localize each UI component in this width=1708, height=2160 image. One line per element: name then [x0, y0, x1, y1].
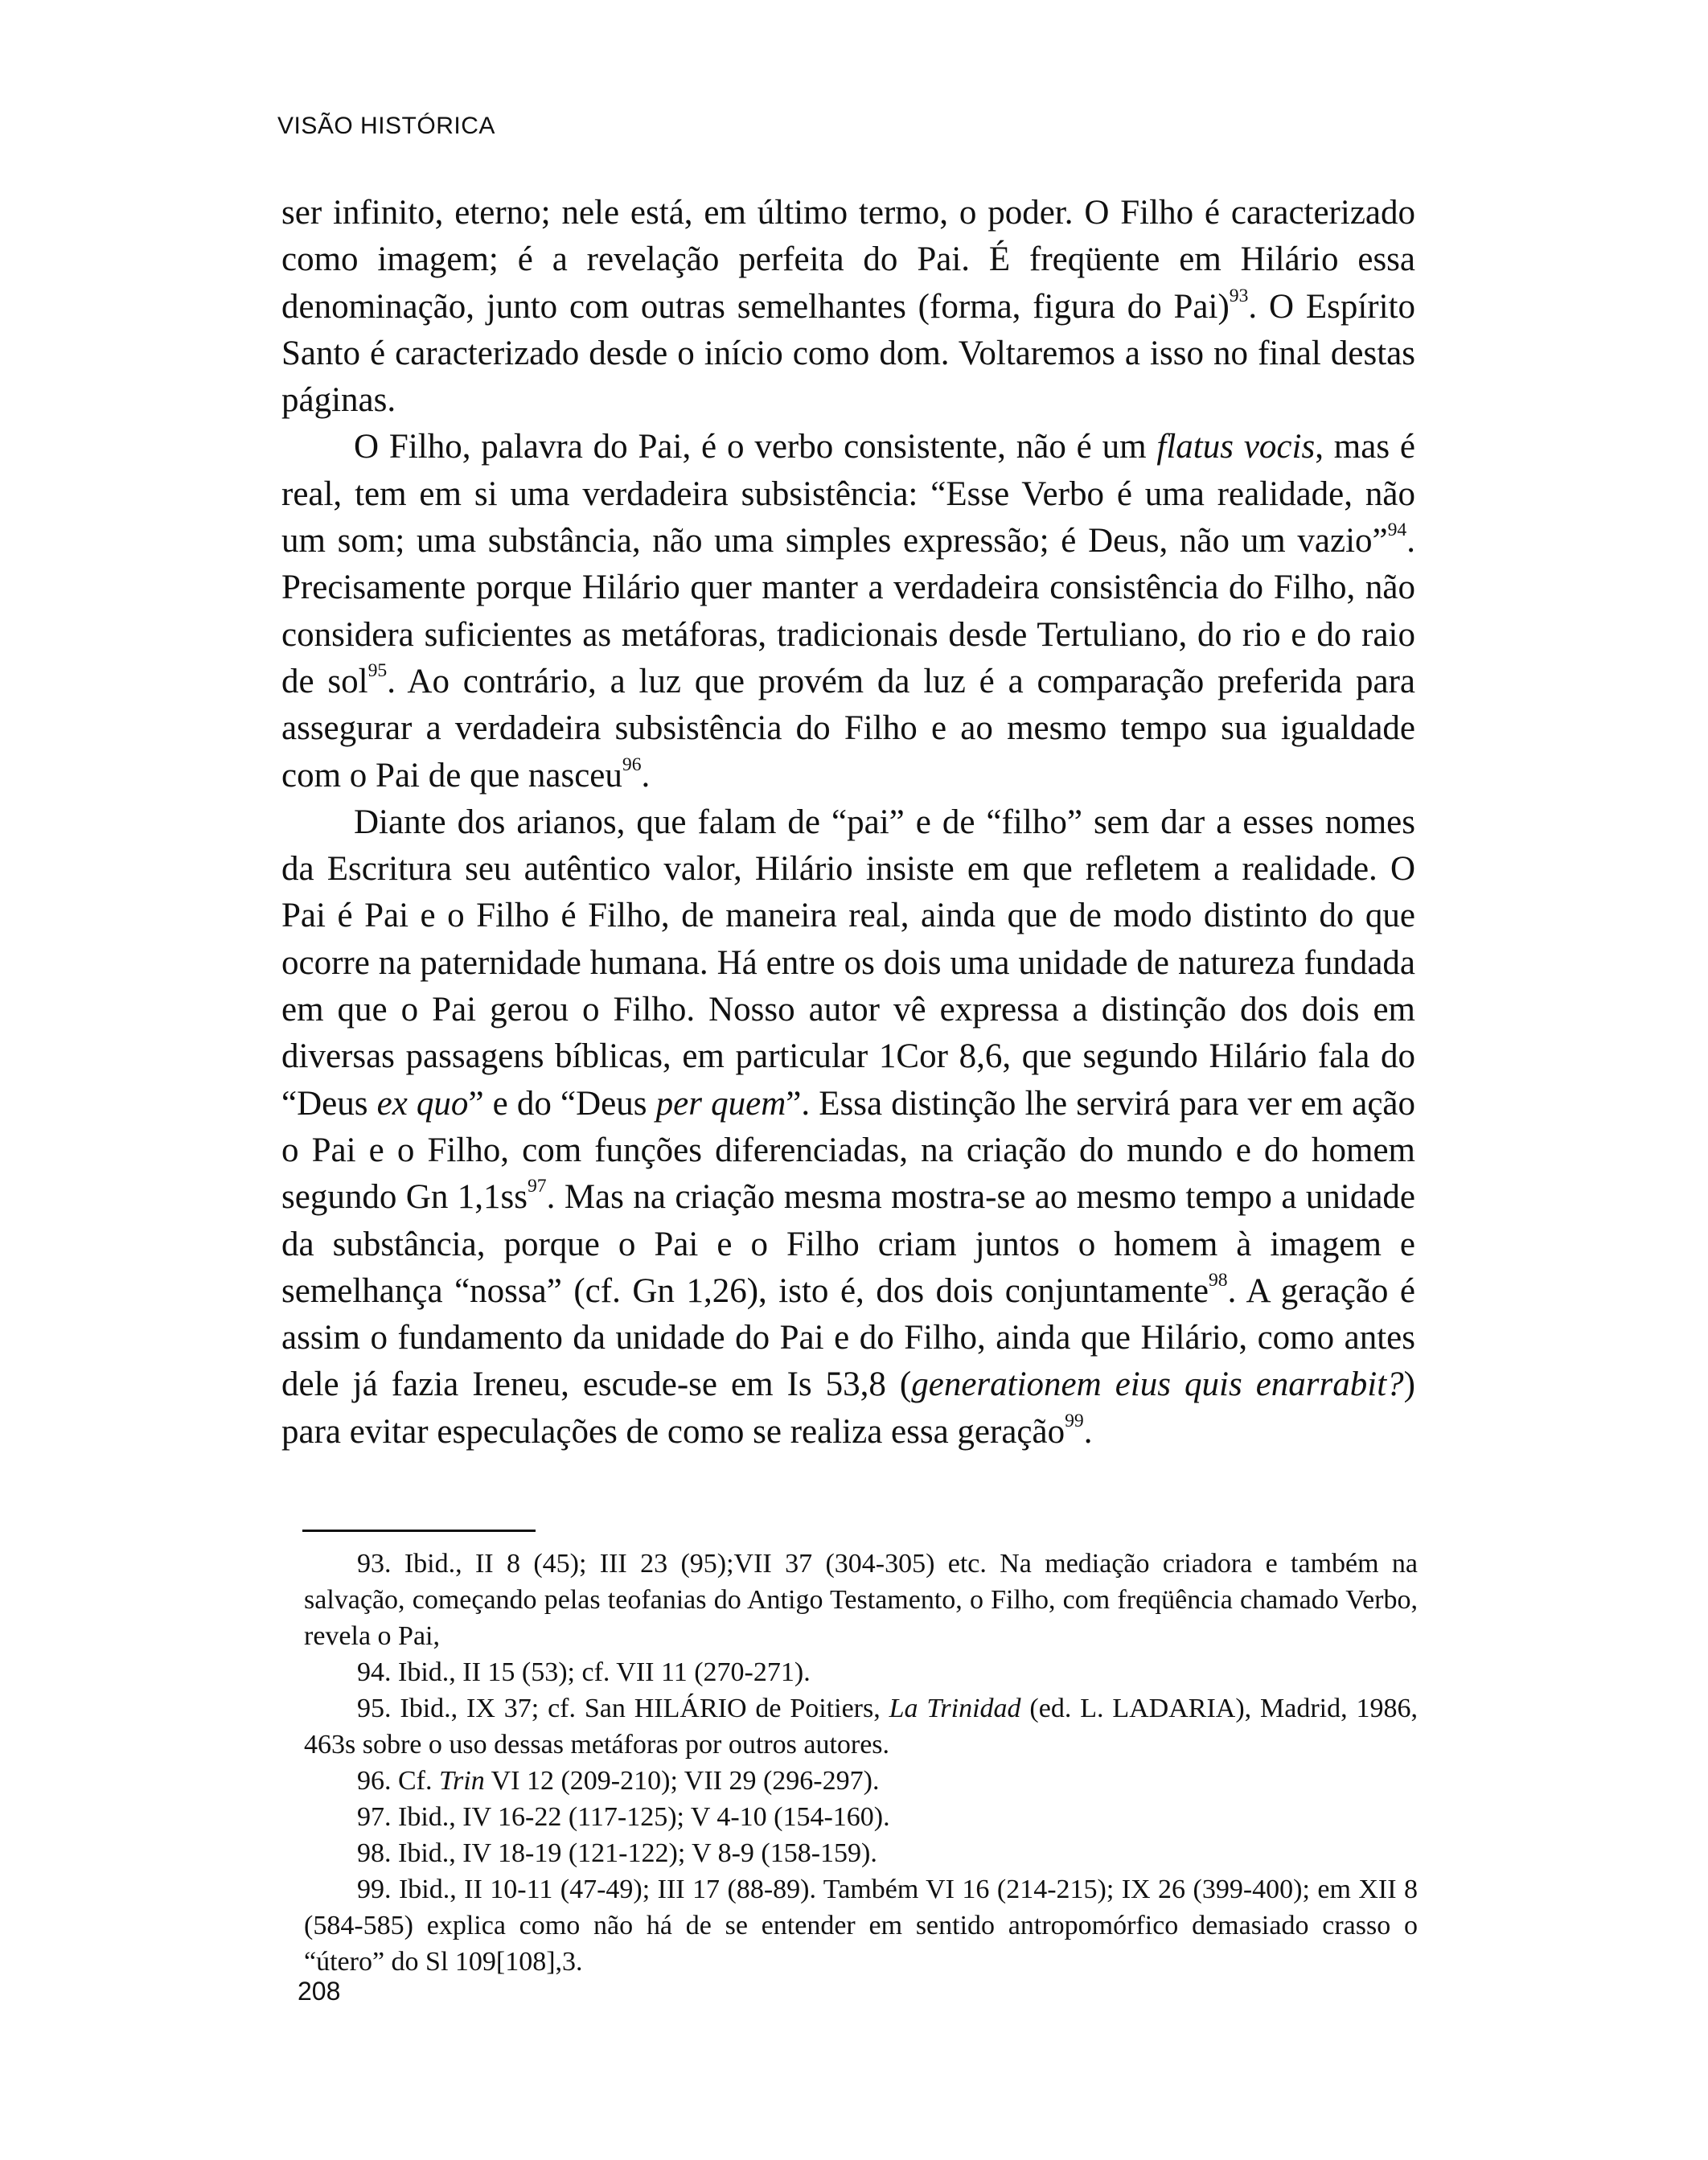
italic-text: per quem	[655, 1084, 786, 1123]
text-run: .	[641, 756, 651, 795]
text-run: 97. Ibid., IV 16-22 (117-125); V 4-10 (154-160).	[357, 1802, 890, 1832]
text-run: , mas é real, tem em si uma verdadeira subsistência: “Esse Verbo é uma realidade, não um som; uma substância, não uma simples expressão; é Deus, não um vazio”	[281, 428, 1415, 561]
text-run: ) para evitar especulações de como se realiza essa geração	[281, 1365, 1415, 1451]
paragraph	[281, 424, 1415, 799]
text-run: 99. Ibid., II 10-11 (47-49); III 17 (88-89). Também VI 16 (214-215); IX 26 (399-400); em XII 8 (584-585) explica como não há de se entender em sentido antropomórfico demasiado crasso o “útero” do Sl 109[108],3.	[304, 1875, 1418, 1977]
text-run: . A geração é assim o fundamento da unidade do Pai e do Filho, ainda que Hilário, como antes dele já fazia Ireneu, escude-se em Is 53,8 (	[281, 1271, 1415, 1404]
body-text	[281, 190, 1415, 1456]
footnote-divider	[302, 1530, 536, 1532]
text-run: 98. Ibid., IV 18-19 (121-122); V 8-9 (158-159).	[357, 1838, 877, 1868]
text-run: O Filho, palavra do Pai, é o verbo consistente, não é um	[354, 428, 1157, 466]
text-run: 94. Ibid., II 15 (53); cf. VII 11 (270-271).	[357, 1657, 811, 1687]
text-run: ”. Essa distinção lhe servirá para ver em ação o Pai e o Filho, com funções diferenciadas, na criação do mundo e do homem segundo Gn 1,1ss	[281, 1084, 1415, 1217]
text-run: (ed. L. LADARIA), Madrid, 1986, 463s sobre o uso dessas metáforas por outros autores.	[304, 1694, 1419, 1760]
footnote	[304, 1871, 1418, 1980]
footnote-marker: 98	[1208, 1269, 1228, 1291]
paragraph	[281, 190, 1415, 424]
footnotes	[304, 1546, 1418, 1980]
italic-text: Trin	[439, 1766, 485, 1796]
text-run: 95. Ibid., IX 37; cf. San HILÁRIO de Poitiers,	[357, 1694, 889, 1723]
text-run: .	[1083, 1412, 1093, 1451]
text-run: ” e do “Deus	[468, 1084, 656, 1123]
text-run: Diante dos arianos, que falam de “pai” e de “filho” sem dar a esses nomes da Escritura seu autêntico valor, Hilário insiste em que refletem a realidade. O Pai é Pai e o Filho é Filho, de maneira real, ainda que de modo distinto do que ocorre na paternidade humana. Há entre os dois uma unidade de natureza fundada em que o Pai gerou o Filho. Nosso autor vê expressa a distinção dos dois em diversas passagens bíblicas, em particular 1Cor 8,6, que segundo Hilário fala do “Deus	[281, 803, 1415, 1123]
footnote	[304, 1546, 1418, 1654]
italic-text: La Trinidad	[889, 1694, 1021, 1723]
page-number: 208	[298, 1977, 341, 2006]
paragraph	[281, 799, 1415, 1456]
text-run: VI 12 (209-210); VII 29 (296-297).	[484, 1766, 880, 1796]
footnote	[304, 1799, 1418, 1835]
italic-text: generationem eius quis enarrabit?	[911, 1365, 1404, 1404]
footnote-marker: 97	[527, 1176, 547, 1197]
footnote	[304, 1654, 1418, 1690]
text-run: . Mas na criação mesma mostra-se ao mesmo tempo a unidade da substância, porque o Pai e o Filho criam juntos o homem à imagem e semelhança “nossa” (cf. Gn 1,26), isto é, dos dois conjuntamente	[281, 1178, 1415, 1310]
text-run: . Precisamente porque Hilário quer manter a verdadeira consistência do Filho, não considera suficientes as metáforas, tradicionais desde Tertuliano, do rio e do raio de sol	[281, 522, 1415, 700]
text-run: 93. Ibid., II 8 (45); III 23 (95);VII 37 (304-305) etc. Na mediação criadora e também na salvação, começando pelas teofanias do Antigo Testamento, o Filho, com freqüência chamado Verbo, revela o Pai,	[304, 1549, 1418, 1651]
footnote	[304, 1690, 1418, 1763]
running-head: VISÃO HISTÓRICA	[277, 113, 495, 139]
text-run: 96. Cf.	[357, 1766, 439, 1796]
text-run: ser infinito, eterno; nele está, em último termo, o poder. O Filho é caracterizado como imagem; é a revelação perfeita do Pai. É freqüente em Hilário essa denominação, junto com outras semelhantes (forma, figura do Pai)	[281, 194, 1415, 326]
footnote-marker: 99	[1065, 1410, 1084, 1431]
text-run: . Ao contrário, a luz que provém da luz é a comparação preferida para assegurar a verdadeira subsistência do Filho e ao mesmo tempo sua igualdade com o Pai de que nasceu	[281, 662, 1415, 795]
footnote-marker: 93	[1229, 285, 1249, 306]
footnote	[304, 1763, 1418, 1799]
text-run: . O Espírito Santo é caracterizado desde o início como dom. Voltaremos a isso no final destas páginas.	[281, 287, 1415, 420]
italic-text: ex quo	[376, 1084, 469, 1123]
footnote-marker: 94	[1387, 519, 1407, 540]
footnote-marker: 96	[622, 754, 642, 775]
footnote	[304, 1835, 1418, 1871]
footnote-marker: 95	[367, 659, 388, 681]
italic-text: flatus vocis	[1156, 428, 1316, 466]
